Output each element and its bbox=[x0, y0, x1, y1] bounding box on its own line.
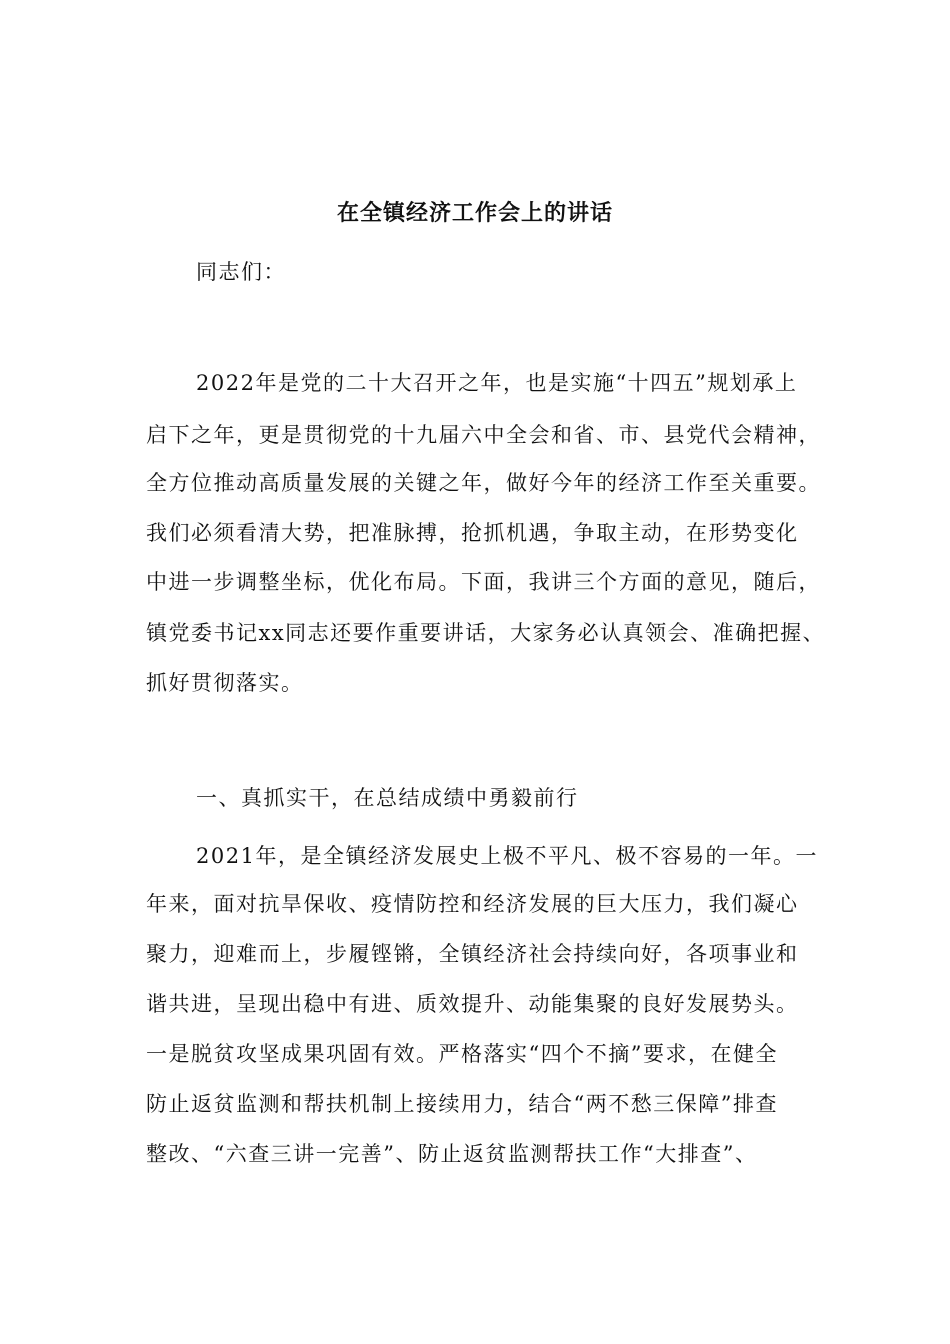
para2-line-1: 2021年，是全镇经济发展史上极不平凡、极不容易的一年。一 bbox=[196, 844, 818, 868]
para2-line-7: 整改、“六查三讲一完善”、防止返贫监测帮扶工作“大排查”、 bbox=[146, 1142, 758, 1166]
para1-line-4: 我们必须看清大势，把准脉搏，抢抓机遇，争取主动，在形势变化 bbox=[146, 521, 799, 545]
para1-line-6: 镇党委书记xx同志还要作重要讲话，大家务必认真领会、准确把握、 bbox=[146, 621, 826, 645]
para1-line-1: 2022年是党的二十大召开之年，也是实施“十四五”规划承上 bbox=[196, 371, 798, 395]
para2-line-6: 防止返贫监测和帮扶机制上接续用力，结合“两不愁三保障”排查 bbox=[146, 1092, 778, 1116]
salutation: 同志们： bbox=[196, 260, 286, 284]
para2-line-2: 年来，面对抗旱保收、疫情防控和经济发展的巨大压力，我们凝心 bbox=[146, 892, 799, 916]
para1-line-3: 全方位推动高质量发展的关键之年，做好今年的经济工作至关重要。 bbox=[146, 471, 821, 495]
para1-line-2: 启下之年，更是贯彻党的十九届六中全会和省、市、县党代会精神， bbox=[146, 423, 821, 447]
section-heading-1: 一、真抓实干，在总结成绩中勇毅前行 bbox=[196, 786, 579, 810]
para2-line-3: 聚力，迎难而上，步履铿锵，全镇经济社会持续向好，各项事业和 bbox=[146, 942, 799, 966]
para1-line-5: 中进一步调整坐标，优化布局。下面，我讲三个方面的意见，随后， bbox=[146, 570, 821, 594]
document-title: 在全镇经济工作会上的讲话 bbox=[336, 200, 613, 226]
para2-line-5: 一是脱贫攻坚成果巩固有效。严格落实“四个不摘”要求，在健全 bbox=[146, 1042, 778, 1066]
para1-line-7: 抓好贯彻落实。 bbox=[146, 671, 304, 695]
para2-line-4: 谐共进，呈现出稳中有进、质效提升、动能集聚的良好发展势头。 bbox=[146, 992, 799, 1016]
